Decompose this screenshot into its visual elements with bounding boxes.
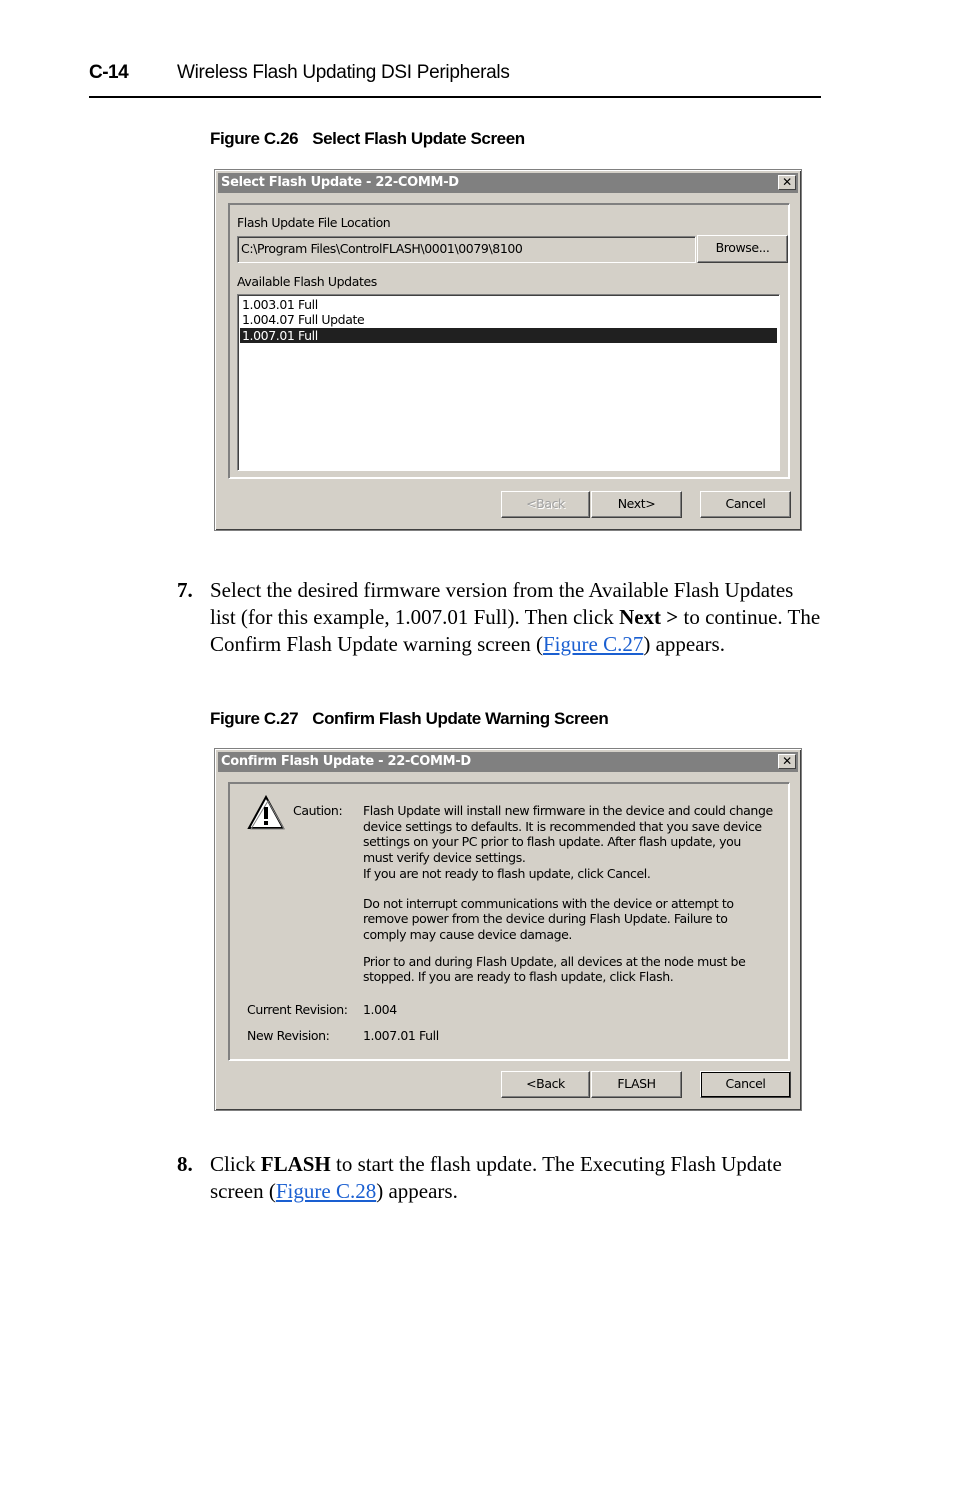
cancel-button[interactable]: Cancel bbox=[700, 491, 791, 518]
back-button[interactable]: <Back bbox=[501, 1071, 590, 1098]
back-button[interactable]: <Back bbox=[501, 491, 590, 518]
dialog-titlebar bbox=[218, 173, 798, 193]
figure-title: Confirm Flash Update Warning Screen bbox=[312, 709, 609, 728]
step-text-part: to start the flash update. The Executing Flash Update screen ( bbox=[210, 1152, 782, 1203]
step-text-part: Click bbox=[210, 1152, 261, 1176]
flash-button[interactable]: FLASH bbox=[591, 1071, 682, 1098]
current-revision-value: 1.004 bbox=[363, 1002, 397, 1017]
cancel-button[interactable]: Cancel bbox=[700, 1071, 791, 1098]
available-updates-label: Available Flash Updates bbox=[237, 274, 377, 289]
dialog-title: Confirm Flash Update - 22-COMM-D bbox=[221, 754, 471, 769]
step-text-bold: Next > bbox=[619, 605, 679, 629]
browse-button[interactable]: Browse... bbox=[697, 235, 788, 263]
chapter-title: Wireless Flash Updating DSI Peripherals bbox=[177, 62, 510, 83]
step-text-bold: FLASH bbox=[260, 1152, 331, 1176]
step-text-part: to continue. The Confirm Flash Update warning screen ( bbox=[210, 605, 821, 656]
current-revision-label: Current Revision: bbox=[247, 1002, 348, 1017]
step-number: 7. bbox=[177, 578, 193, 602]
file-location-field[interactable]: C:\Program Files\ControlFLASH\0001\0079\8100 bbox=[237, 236, 696, 263]
step-text-part: ) appears. bbox=[643, 632, 725, 656]
select-flash-update-dialog bbox=[214, 169, 802, 531]
page-number: C-14 bbox=[89, 62, 129, 83]
next-button[interactable]: Next> bbox=[591, 491, 682, 518]
step-number: 8. bbox=[177, 1152, 193, 1176]
figure-c27-caption bbox=[210, 709, 608, 729]
header-rule bbox=[89, 96, 821, 98]
figure-c28-link[interactable]: Figure C.28 bbox=[275, 1179, 377, 1203]
step-text bbox=[210, 577, 822, 658]
list-item-selected[interactable]: 1.007.01 Full bbox=[240, 328, 777, 343]
caution-label: Caution: bbox=[293, 803, 343, 818]
step-text-part: Select the desired firmware version from the Available Flash Updates list (for this example, 1.007.01 Full). Then click bbox=[210, 578, 794, 629]
warning-triangle-icon bbox=[247, 795, 285, 831]
caution-paragraph-3: Prior to and during Flash Update, all devices at the node must be stopped. If you are ready to flash update, click Flash. bbox=[363, 953, 746, 985]
file-location-label: Flash Update File Location bbox=[237, 215, 391, 230]
caution-paragraph-1: Flash Update will install new firmware in the device and could change device settings to defaults. It is recommended that you save device settings on your PC prior to flash update. After flash update, you must verify device settings. bbox=[363, 803, 773, 866]
close-icon[interactable]: ✕ bbox=[778, 754, 796, 769]
available-updates-list[interactable] bbox=[237, 294, 780, 471]
figure-label: Figure C.26 bbox=[210, 129, 299, 148]
confirm-flash-update-dialog bbox=[214, 748, 802, 1111]
caution-paragraph-2: Do not interrupt communications with the device or attempt to remove power from the device during Flash Update. Failure to comply may cause device damage. bbox=[363, 895, 734, 942]
figure-c26-caption bbox=[210, 129, 525, 149]
figure-label: Figure C.27 bbox=[210, 709, 299, 728]
new-revision-label: New Revision: bbox=[247, 1028, 330, 1043]
dialog-titlebar bbox=[218, 752, 798, 772]
list-item[interactable]: 1.004.07 Full Update bbox=[242, 312, 365, 327]
close-icon[interactable]: ✕ bbox=[778, 175, 796, 190]
step-text-part: ) appears. bbox=[376, 1179, 458, 1203]
new-revision-value: 1.007.01 Full bbox=[363, 1028, 439, 1043]
dialog-title: Select Flash Update - 22-COMM-D bbox=[221, 175, 459, 190]
figure-title: Select Flash Update Screen bbox=[312, 129, 525, 148]
caution-message bbox=[363, 803, 773, 999]
caution-paragraph-1b: If you are not ready to flash update, click Cancel. bbox=[363, 865, 651, 881]
step-text bbox=[210, 1151, 822, 1205]
figure-c27-link[interactable]: Figure C.27 bbox=[543, 632, 644, 656]
list-item[interactable]: 1.003.01 Full bbox=[242, 297, 318, 312]
